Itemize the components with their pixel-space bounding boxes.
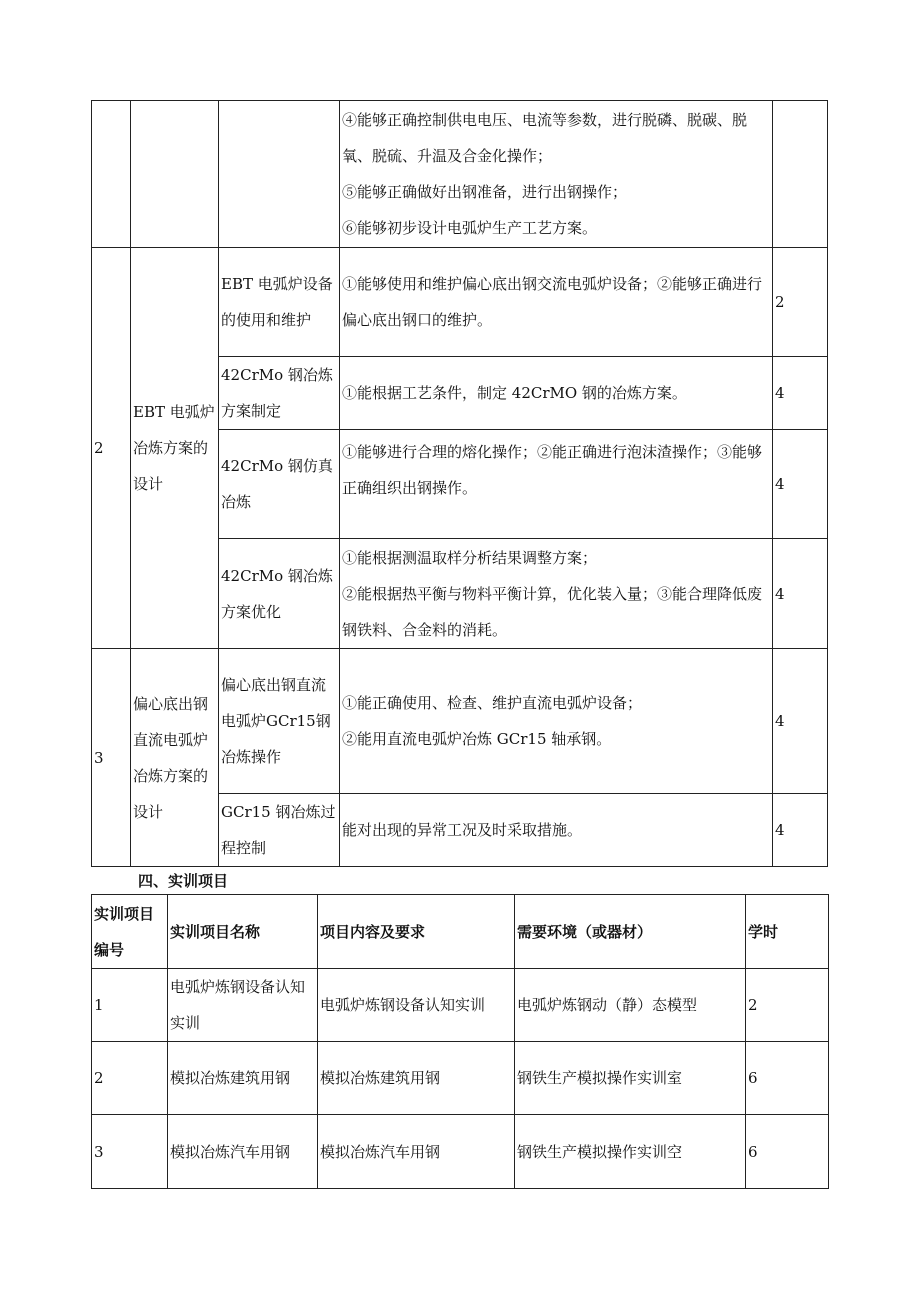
table-row <box>92 969 829 1042</box>
table-row <box>92 101 828 248</box>
content-cell <box>340 101 773 248</box>
table-row <box>92 1042 829 1115</box>
training-hours: 2 <box>746 969 829 1042</box>
table-row <box>92 1115 829 1189</box>
task-content <box>340 649 773 794</box>
task-hours: 4 <box>773 430 828 539</box>
module-table <box>91 100 828 867</box>
task-hours: 4 <box>773 357 828 430</box>
table-row <box>92 649 828 794</box>
hours-cell <box>773 101 828 248</box>
training-name: 模拟冶炼建筑用钢 <box>168 1042 318 1115</box>
task-content: ①能根据工艺条件，制定 42CrMO 钢的冶炼方案。 <box>340 357 773 430</box>
training-id: 1 <box>92 969 168 1042</box>
task-content: ①能够进行合理的熔化操作；②能正确进行泡沫渣操作；③能够正确组织出钢操作。 <box>340 430 773 539</box>
content-line: ①能正确使用、检查、维护直流电弧炉设备； <box>342 694 643 712</box>
task-cell <box>219 101 340 248</box>
task-hours: 4 <box>773 649 828 794</box>
module-name: 偏心底出钢直流电弧炉冶炼方案的设计 <box>131 649 219 867</box>
task-content: 能对出现的异常工况及时采取措施。 <box>340 794 773 867</box>
header-name: 实训项目名称 <box>168 895 318 969</box>
content-line: ②能根据热平衡与物料平衡计算，优化装入量；③能合理降低废钢铁料、合金料的消耗。 <box>342 584 763 639</box>
task-hours: 2 <box>773 248 828 357</box>
content-line: ⑤能够正确做好出钢准备，进行出钢操作； <box>342 183 628 201</box>
header-content: 项目内容及要求 <box>318 895 515 969</box>
module-num: 2 <box>92 248 131 649</box>
task-hours: 4 <box>773 794 828 867</box>
training-content: 模拟冶炼汽车用钢 <box>318 1115 515 1189</box>
module-name: EBT 电弧炉冶炼方案的设计 <box>131 248 219 649</box>
header-environment: 需要环境（或器材） <box>515 895 746 969</box>
table-row <box>92 248 828 357</box>
content-line: ②能用直流电弧炉冶炼 GCr15 轴承钢。 <box>342 730 612 748</box>
task-name: GCr15 钢冶炼过程控制 <box>219 794 340 867</box>
content-line: ④能够正确控制供电电压、电流等参数，进行脱磷、脱碳、脱氧、脱硫、升温及合金化操作； <box>342 111 748 165</box>
training-hours: 6 <box>746 1115 829 1189</box>
module-name-cell <box>131 101 219 248</box>
training-name: 电弧炉炼钢设备认知实训 <box>168 969 318 1042</box>
training-environment: 钢铁生产模拟操作实训空 <box>515 1115 746 1189</box>
training-environment: 钢铁生产模拟操作实训室 <box>515 1042 746 1115</box>
training-id: 2 <box>92 1042 168 1115</box>
section-title: 四、实训项目 <box>138 872 229 890</box>
training-content: 模拟冶炼建筑用钢 <box>318 1042 515 1115</box>
training-name: 模拟冶炼汽车用钢 <box>168 1115 318 1189</box>
training-content: 电弧炉炼钢设备认知实训 <box>318 969 515 1042</box>
content-line: ①能根据测温取样分析结果调整方案； <box>342 548 598 567</box>
task-hours: 4 <box>773 539 828 649</box>
training-hours: 6 <box>746 1042 829 1115</box>
module-num: 3 <box>92 649 131 867</box>
task-content <box>340 539 773 649</box>
table-header-row <box>92 895 829 969</box>
content-line: ⑥能够初步设计电弧炉生产工艺方案。 <box>342 219 598 237</box>
task-name: 偏心底出钢直流电弧炉GCr15钢冶炼操作 <box>219 649 340 794</box>
task-name: 42CrMo 钢仿真冶炼 <box>219 430 340 539</box>
task-name: EBT 电弧炉设备的使用和维护 <box>219 248 340 357</box>
training-id: 3 <box>92 1115 168 1189</box>
module-num-cell <box>92 101 131 248</box>
task-name: 42CrMo 钢冶炼方案优化 <box>219 539 340 649</box>
task-content: ①能够使用和维护偏心底出钢交流电弧炉设备；②能够正确进行偏心底出钢口的维护。 <box>340 248 773 357</box>
training-environment: 电弧炉炼钢动（静）态模型 <box>515 969 746 1042</box>
header-id: 实训项目编号 <box>92 895 168 969</box>
task-name: 42CrMo 钢冶炼方案制定 <box>219 357 340 430</box>
training-table <box>91 894 829 1189</box>
header-hours: 学时 <box>746 895 829 969</box>
